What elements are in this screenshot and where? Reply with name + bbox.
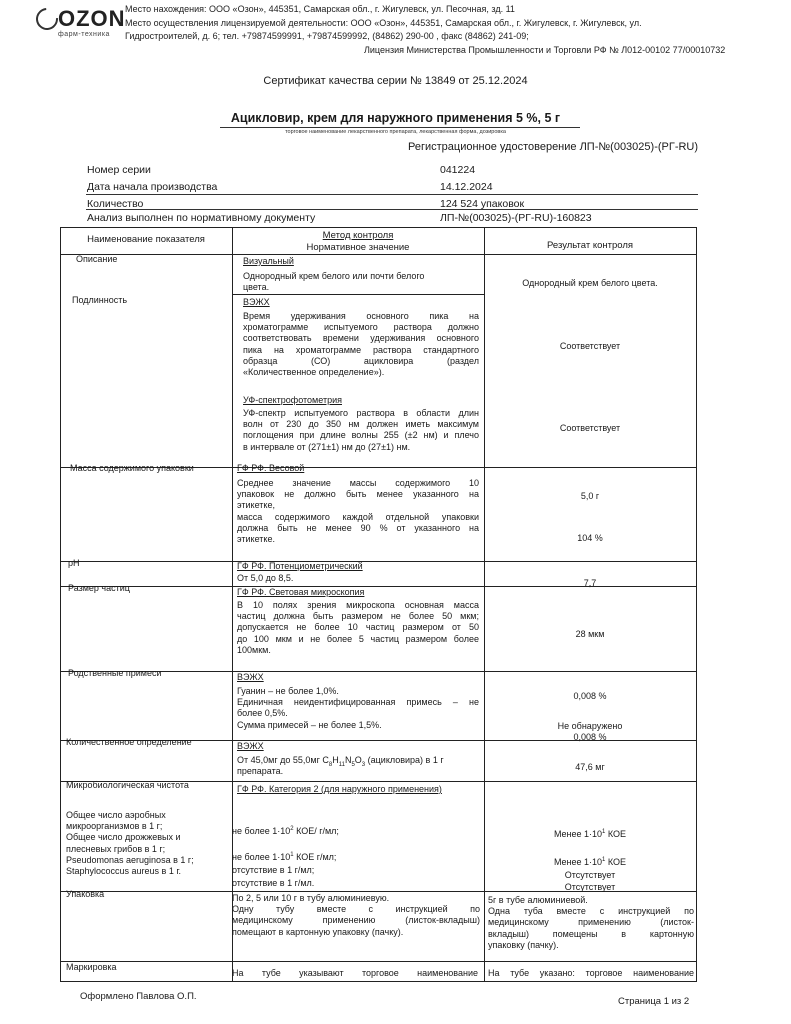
result-identity-uv: Соответствует [559,423,621,433]
result-micro-staph: Отсутствует [564,882,616,892]
norm-marking: На тубе указывают торговое наименование [232,968,478,978]
result-micro-pseudomonas: Отсутствует [564,870,616,880]
table-border-top [60,227,697,228]
result-description: Однородный крем белого цвета. [522,278,658,288]
norm-particles: В 10 полях зрения микроскопа основная масса частиц должна быть размером не более 50 мкм; допускается не более 10 частиц размером от 50 до 100 мкм и не более 5 частиц размером более 100мкм. [237,600,479,655]
page-number: Страница 1 из 2 [618,996,690,1007]
result-impurities-single: Не обнаружено [557,721,623,731]
row-divider [60,961,697,962]
result-assay: 47,6 мг [575,762,605,772]
header-method: Метод контроля [322,230,394,241]
result-impurities-guanine: 0,008 % [573,691,607,701]
result-packaging: 5г в тубе алюминиевой. Одна туба вместе с инструкцией по медицинскому применению (листок- вкладыш) помещены в картонную упаковку (пачку). [488,895,694,950]
info-value-start-date: 14.12.2024 [440,181,493,193]
info-value-normative: ЛП-№(003025)-(РГ-RU)-160823 [440,212,592,224]
result-particles: 28 мкм [575,629,605,639]
info-label-start-date: Дата начала производства [87,181,218,193]
norm-impurities: Гуанин – не более 1,0%. Единичная неидентифицированная примесь – не более 0,5%. Сумма примесей – не более 1,5%. [237,686,479,730]
result-micro-aerobic: Менее $1\cdot 10^1$ КОЕ [553,829,627,839]
result-micro-fungi: Менее $1\cdot 10^1$ КОЕ [553,857,627,867]
info-label-series: Номер серии [87,164,151,176]
logo-subtitle: фарм-техника [58,31,110,38]
result-ph: 7,7 [583,578,597,588]
header-license-place-line: Место осуществления лицензируемой деятельности: ООО «Озон», 445351, Самарская обл., г. Жигулевск, г. Жигулевск, ул. [125,18,642,28]
row-name-description: Описание [76,254,118,264]
info-label-quantity: Количество [87,198,144,210]
result-mass-average: 5,0 г [580,491,600,501]
test-results-table [60,227,697,982]
norm-ph: От 5,0 до 8,5. [237,573,294,583]
row-name-assay: Количественное определение [66,737,192,747]
norm-packaging: По 2, 5 или 10 г в тубу алюминиевую. Одну тубу вместе с инструкцией по медицинскому применению (листок-вкладыш) помещают в картонную упаковку (пачку). [232,893,480,937]
product-title: Ацикловир, крем для наружного применения 5 %, 5 г [230,111,561,125]
row-name-marking: Маркировка [66,962,117,972]
result-mass-percent: 104 % [577,533,603,543]
row-divider [232,294,484,295]
norm-description: Однородный крем белого или почти белого цвета. [243,271,425,293]
norm-micro-staph: отсутствие в 1 г/мл. [232,878,315,888]
info-value-quantity: 124 524 упаковок [440,198,525,210]
result-marking: На тубе указано: торговое наименование [488,968,694,978]
header-address-line: Место нахождения: ООО «Озон», 445351, Самарская обл., г. Жигулевск, ул. Песочная, зд. 11 [125,4,515,14]
result-identity-hplc: Соответствует [559,341,621,351]
product-title-caption: торговое наименование лекарственного препарата, лекарственная форма, дозировка [285,129,506,135]
header-norm: Нормативное значение [306,242,410,253]
logo-text: OZON [58,6,126,31]
info-value-series: 041224 [440,164,476,176]
norm-micro-fungi: не более $1\cdot 10^1$ КОЕ г/мл; [232,852,337,862]
title-underline [220,127,580,128]
method-visual: Визуальный [243,256,294,266]
info-divider [86,209,698,210]
row-divider [60,561,697,562]
method-hplc: ВЭЖХ [237,672,264,682]
norm-micro-aerobic: не более $1\cdot 10^2$ КОЕ/ г/мл; [232,826,339,836]
method-microscopy: ГФ РФ. Световая микроскопия [237,587,365,597]
row-name-ph: pH [68,558,80,568]
row-divider [60,254,697,255]
header-license-line: Лицензия Министерства Промышленности и Торговли РФ № Л012-00102 77/00010732 [364,45,726,55]
method-hplc: ВЭЖХ [243,297,270,307]
result-impurities-sum: 0,008 % [573,732,607,742]
certificate-number: Сертификат качества серии № 13849 от 25.12.2024 [263,75,528,87]
row-name-impurities: Родственные примеси [68,668,162,678]
header-indicator: Наименование показателя [87,234,205,245]
method-hplc: ВЭЖХ [237,741,264,751]
norm-identity-uv: УФ-спектр испытуемого раствора в области длин волн от 230 до 350 нм должен иметь максимум поглощения при длине волны 255 (±2 нм) и плечо в интервале от (271±1) нм до (27±1) нм. [243,408,479,452]
table-border-bottom [60,981,697,982]
ozon-logo [36,4,126,42]
method-uv-spectro: УФ-спектрофотометрия [243,395,342,405]
table-border-left [60,227,61,982]
row-name-micro: Микробиологическая чистота [66,780,189,790]
info-divider [86,194,698,195]
method-weight: ГФ РФ. Весовой [237,463,305,473]
method-potentiometric: ГФ РФ. Потенциометрический [237,561,363,571]
registration-certificate: Регистрационное удостоверение ЛП-№(003025)-(РГ-RU) [408,141,699,153]
header-result: Результат контроля [546,240,634,251]
method-micro-category: ГФ РФ. Категория 2 (для наружного применения) [237,784,442,794]
norm-mass: Среднее значение массы содержимого 10 упаковок не должно быть менее указанного на этикетке, масса содержимого каждой отдельной упаковки должна быть не менее 90 % от указанного на этикетке. [237,478,479,545]
row-name-packaging: Упаковка [66,889,105,899]
row-name-identity: Подлинность [72,295,128,305]
norm-micro-pseudomonas: отсутствие в 1 г/мл; [232,865,315,875]
header-contacts-line: Гидростроителей, д. 6; тел. +79874599991, +79874599992, (84862) 290-00 , факс (84862) 241-09; [125,31,529,41]
norm-assay: От 45,0мг до 55,0мг $C_8H_{11}N_5O_3$ (ацикловира) в 1 г препарата. [237,755,444,777]
norm-identity-hplc: Время удерживания основного пика на хроматограмме испытуемого раствора должно соответствовать времени удерживания основного пика на хроматограмме раствора стандартного образца (СО) ацикловира (раздел «Количественное определение»). [243,311,479,378]
prepared-by: Оформлено Павлова О.П. [80,991,197,1002]
row-name-mass: Масса содержимого упаковки [70,463,194,473]
micro-sub-indicators: Общее число аэробных микроорганизмов в 1 г; Общее число дрожжевых и плесневых грибов в 1 г; Pseudomonas aeruginosa в 1 г; Staphylococcus aureus в 1 г. [66,810,194,877]
info-label-normative: Анализ выполнен по нормативному документу [87,212,316,224]
row-name-particles: Размер частиц [68,583,130,593]
table-border-right [696,227,697,982]
